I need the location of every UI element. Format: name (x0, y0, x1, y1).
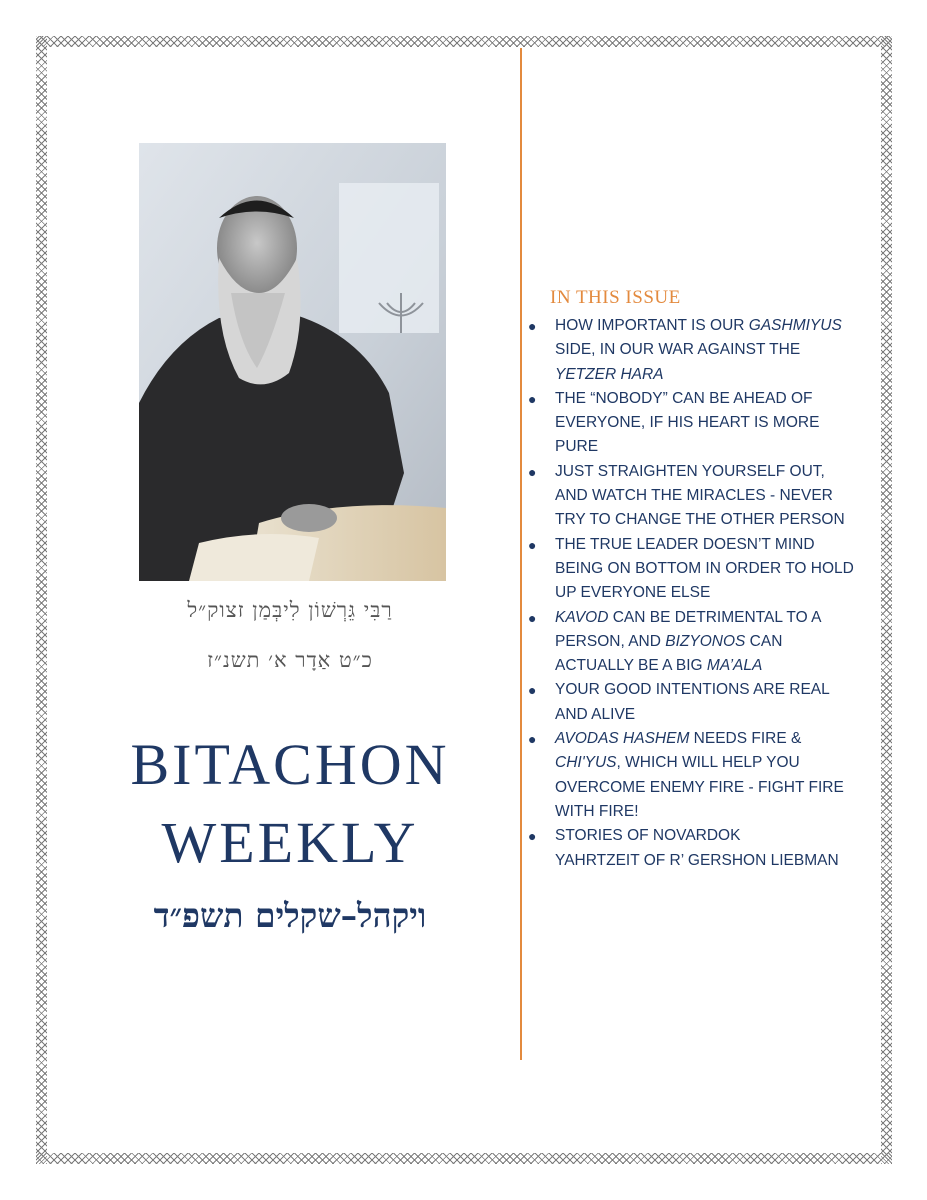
issue-item-text: HOW IMPORTANT IS OUR (555, 317, 749, 334)
border-left (36, 36, 47, 1164)
border-top (36, 36, 892, 47)
issue-list (525, 314, 855, 873)
issue-item-text: BIZYONOS (665, 632, 746, 650)
issue-item (525, 460, 855, 533)
issue-item (525, 606, 855, 679)
issue-item (525, 678, 855, 727)
title-line-1: BITACHON (130, 732, 450, 797)
issue-item-text: AVODAS HASHEM (555, 730, 690, 748)
bullet-icon: ● (528, 536, 537, 553)
issue-item-text: CAN BE DETRIMENTAL TO A PERSON, AND (555, 608, 821, 650)
issue-item-text: THE TRUE LEADER DOESN’T MIND BEING ON BOTTOM IN ORDER TO HOLD UP EVERYONE ELSE (555, 535, 854, 602)
issue-item-text: YETZER HARA (555, 365, 664, 383)
issue-item (525, 727, 855, 824)
issue-heading: IN THIS ISSUE (550, 287, 681, 308)
issue-item-text: STORIES OF NOVARDOK (555, 827, 741, 845)
portrait-photo (139, 143, 446, 581)
issue-item-text: SIDE, IN OUR WAR AGAINST THE (555, 341, 801, 359)
hebrew-date: כ״ט אַדָר א׳ תשנ״ז (207, 648, 373, 672)
bullet-icon: ● (528, 463, 537, 480)
bullet-icon: ● (528, 682, 537, 699)
issue-item (525, 387, 855, 460)
issue-item-text: CAN ACTUALLY BE A BIG (555, 632, 783, 675)
issue-item-text: , WHICH WILL HELP YOU OVERCOME ENEMY FIRE - FIGHT FIRE WITH FIRE! (555, 754, 844, 820)
border-bottom (36, 1153, 892, 1164)
bullet-icon: ● (528, 390, 537, 407)
parsha-title: ויקהל–שקלים תשפ״ד (153, 896, 427, 935)
issue-item (525, 533, 855, 606)
portrait-photo-icon (139, 143, 446, 581)
bullet-icon: ● (528, 318, 537, 334)
column-divider (520, 48, 522, 1060)
bullet-icon: ● (528, 609, 537, 626)
issue-item-text: CHI'YUS (555, 754, 617, 772)
issue-item-text: THE “NOBODY” CAN BE AHEAD OF EVERYONE, IF HIS HEART IS MORE PURE (555, 389, 820, 456)
issue-item (525, 824, 855, 873)
border-right (881, 36, 892, 1164)
issue-item-text: JUST STRAIGHTEN YOURSELF OUT, AND WATCH THE MIRACLES - NEVER TRY TO CHANGE THE OTHER PERSON (555, 462, 845, 529)
issue-item-text: KAVOD (555, 608, 609, 626)
newsletter-title (110, 726, 470, 882)
issue-item-text: YAHRTZEIT OF R’ GERSHON LIEBMAN (555, 851, 839, 869)
issue-item (525, 314, 855, 387)
issue-item-text: YOUR GOOD INTENTIONS ARE REAL AND ALIVE (555, 681, 830, 723)
hebrew-name: רַבִּי גֵּרְשׁוֹן לִיבְּמַן זצוק״ל (187, 598, 393, 622)
issue-item-text: MA’ALA (706, 657, 763, 675)
bullet-icon: ● (528, 828, 537, 845)
bullet-icon: ● (528, 731, 537, 748)
issue-item-text: GASHMIYUS (748, 317, 842, 334)
title-line-2: WEEKLY (161, 810, 419, 875)
issue-item-text: NEEDS FIRE & (689, 730, 802, 748)
